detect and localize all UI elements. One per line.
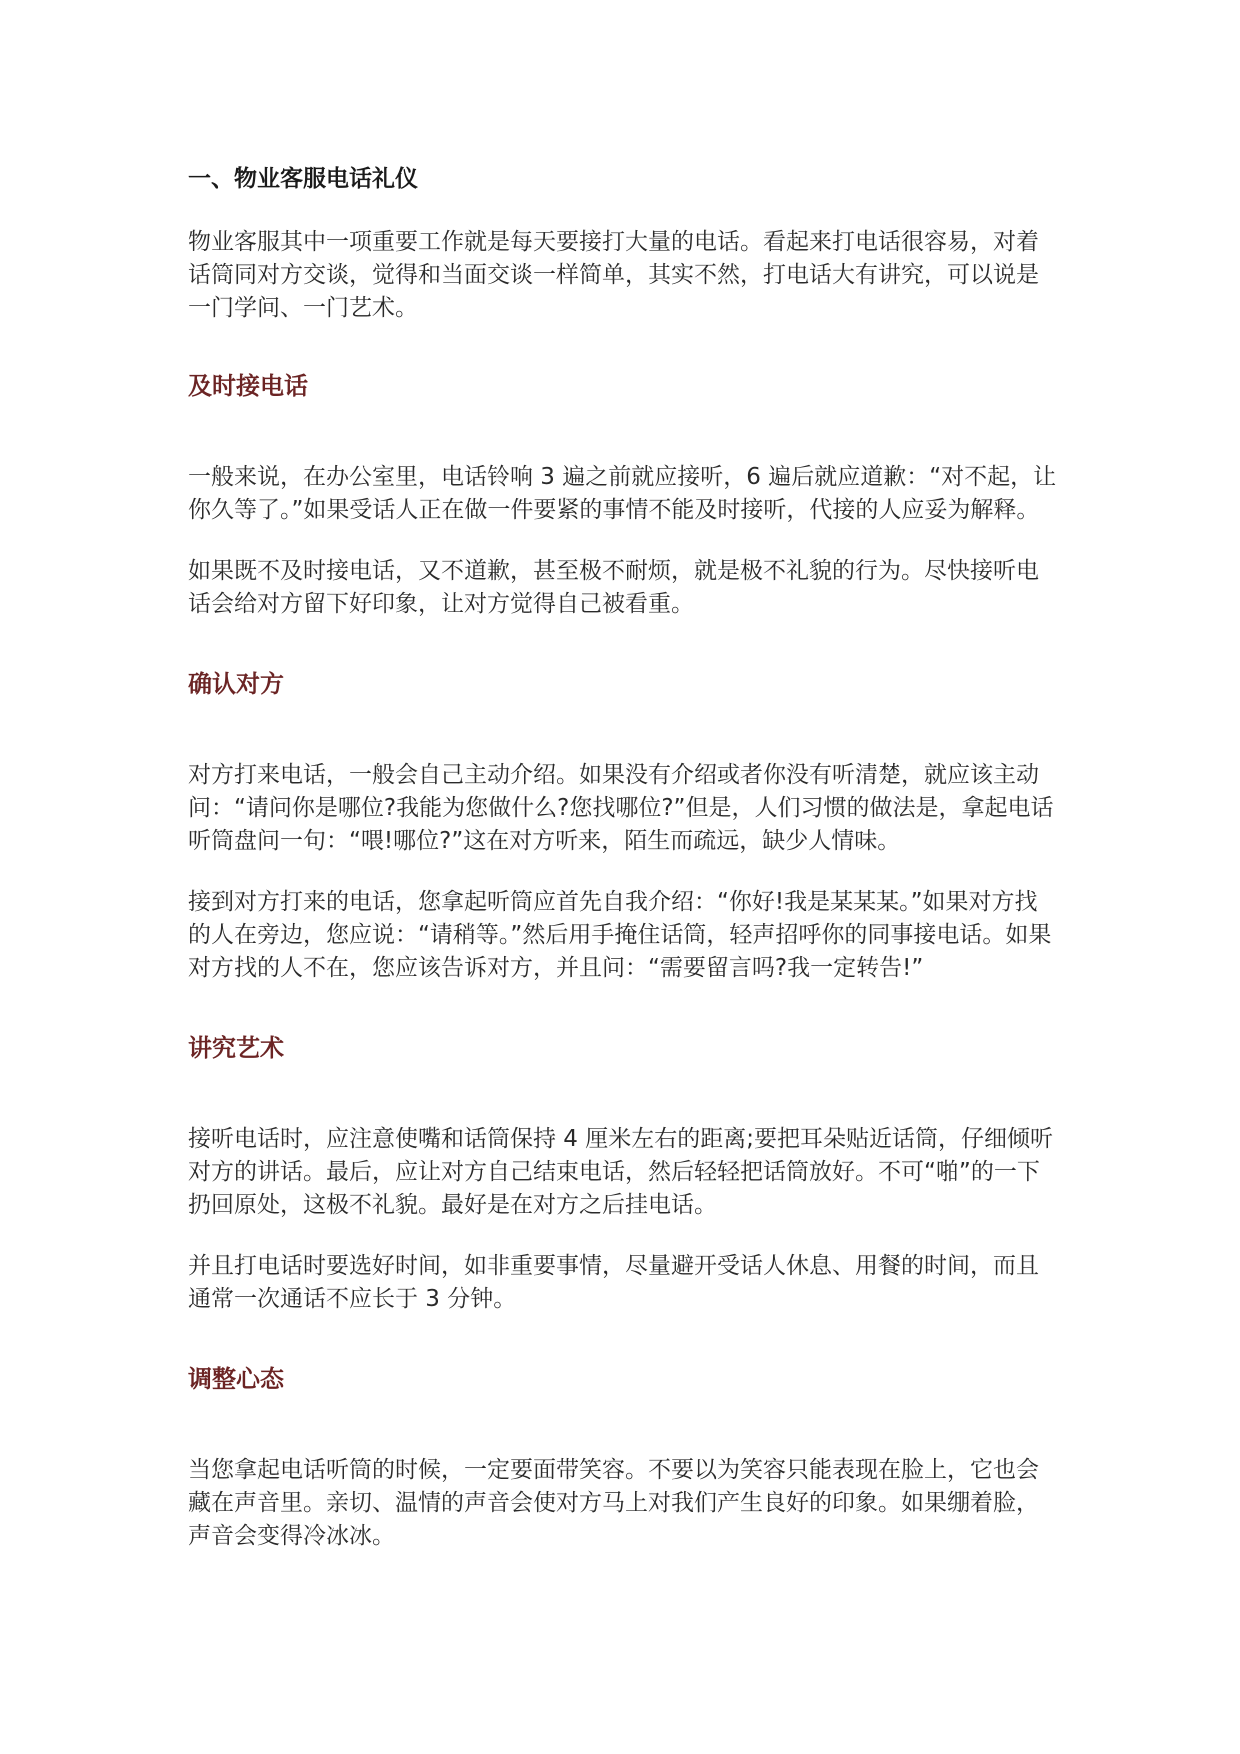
section-paragraph: 如果既不及时接电话，又不道歉，甚至极不耐烦，就是极不礼貌的行为。尽快接听电话会给对方留下好印象，让对方觉得自己被看重。 [188,558,1039,617]
section-paragraph: 并且打电话时要选好时间，如非重要事情，尽量避开受话人休息、用餐的时间，而且通常一次通话不应长于 3 分钟。 [188,1253,1039,1312]
section-heading-adjust-mindset: 调整心态 [188,1365,284,1393]
section-paragraph: 对方打来电话，一般会自己主动介绍。如果没有介绍或者你没有听清楚，就应该主动问：“请问你是哪位?我能为您做什么?您找哪位?”但是，人们习惯的做法是，拿起电话听筒盘问一句：“喂!哪位?”这在对方听来，陌生而疏远，缺少人情味。 [188,762,1054,854]
section-paragraph: 一般来说，在办公室里，电话铃响 3 遍之前就应接听，6 遍后就应道歉：“对不起，让你久等了。”如果受话人正在做一件要紧的事情不能及时接听，代接的人应妥为解释。 [188,464,1057,523]
intro-paragraph: 物业客服其中一项重要工作就是每天要接打大量的电话。看起来打电话很容易，对着话筒同对方交谈，觉得和当面交谈一样简单，其实不然，打电话大有讲究，可以说是一门学问、一门艺术。 [188,229,1039,321]
section-paragraph: 当您拿起电话听筒的时候，一定要面带笑容。不要以为笑容只能表现在脸上，它也会藏在声音里。亲切、温情的声音会使对方马上对我们产生良好的印象。如果绷着脸，声音会变得冷冰冰。 [188,1457,1039,1549]
section-paragraph: 接听电话时，应注意使嘴和话筒保持 4 厘米左右的距离;要把耳朵贴近话筒，仔细倾听对方的讲话。最后，应让对方自己结束电话，然后轻轻把话筒放好。不可“啪”的一下扔回原处，这极不礼貌。最好是在对方之后挂电话。 [188,1126,1054,1218]
section-paragraph: 接到对方打来的电话，您拿起听筒应首先自我介绍：“你好!我是某某某。”如果对方找的人在旁边，您应说：“请稍等。”然后用手掩住话筒，轻声招呼你的同事接电话。如果对方找的人不在，您应该告诉对方，并且问：“需要留言吗?我一定转告!” [188,889,1052,981]
document-title: 一、物业客服电话礼仪 [188,166,418,192]
section-heading-phone-art: 讲究艺术 [188,1034,284,1062]
section-heading-confirm-caller: 确认对方 [188,670,284,698]
section-heading-answer-promptly: 及时接电话 [188,372,308,400]
